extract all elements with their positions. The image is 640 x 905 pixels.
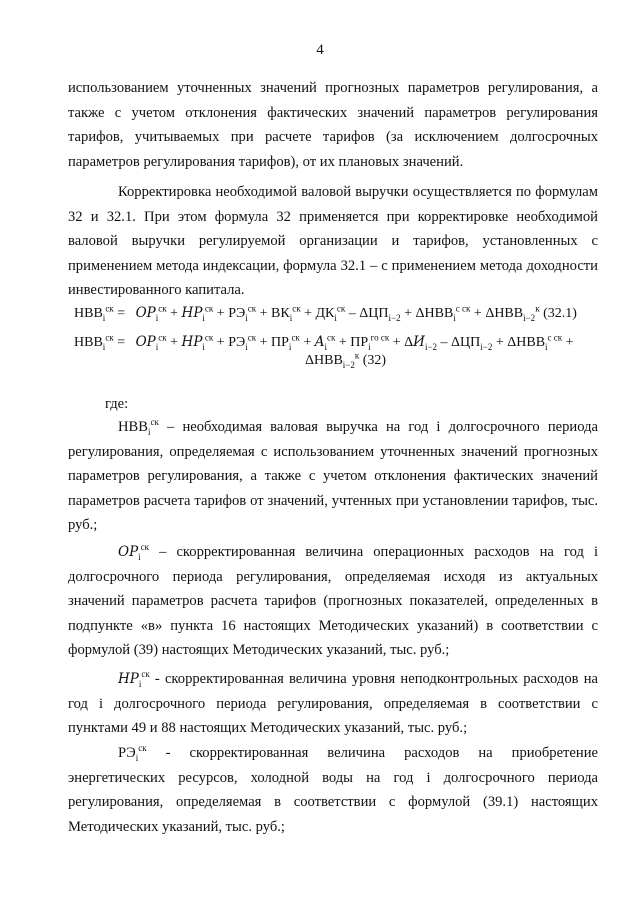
paragraph-continued: использованием уточненных значений прогнозных параметров регулирования, а также с учетом отклонения фактических значений параметров регулирования тарифов, учитываемых при расчете тарифов (за исключением долгосрочных параметров регулирования тарифов), от их плановых значений. [68, 80, 598, 170]
formula-32: $НВВ_i^{ск} = OP_i^{ск} + HP_i^{ск} + РЭ_i^{ск} + ПР_i^{ск} + A_i^{ск} + ПР_i^{го ск} + \Delta И_{i-2} - \Delta ЦП_{i-2} + \Delta НВВ_i^{с ск}$ + [74, 332, 574, 352]
definition-re: $РЭ_i^{ск}$ - скорректированная величина расходов на приобретение энергетических ресурсов, холодной воды на год i долгосрочного периода регулирования, определяемая в соответствии с формулой (39.1) настоящих Методических указаний, тыс. руб.; [68, 743, 598, 835]
definition-hp: $HP_i^{ск}$ - скорректированная величина уровня неподконтрольных расходов на год i долгосрочного периода регулирования, определяемая в соответствии с пунктами 49 и 88 настоящих Методических указаний, тыс. руб.; [68, 669, 598, 737]
formula-32-number: (32) [362, 353, 387, 368]
paragraph-correction: Корректировка необходимой валовой выручки осуществляется по формулам 32 и 32.1. При этом формула 32 применяется при корректировке необходимой валовой выручки регулируемой организации и тарифов, установленных с применением метода индексации, формула 32.1 – с применением метода доходности инвестированного капитала. [68, 184, 598, 299]
formula-32-1: $НВВ_i^{ск} = OP_i^{ск} + HP_i^{ск} + РЭ_i^{ск} + ВК_i^{ск} + ДК_i^{ск} - \Delta ЦП_{i-2} + \Delta НВВ_i^{с ск} + \Delta НВВ_{i-2}^к$ (32.1) [74, 303, 577, 323]
definition-op: $OP_i^{ск}$ – скорректированная величина операционных расходов на год i долгосрочного периода регулирования, определяемая исходя из актуальных значений параметров расчета тарифов (прогнозных показателей, определенных в подпункте «в» пункта 16 настоящих Методических указаний) в соответствии с формулой (39) настоящих Методических указаний, тыс. руб.; [68, 542, 598, 659]
page-number: 4 [316, 42, 324, 58]
formula-32-1-number: (32.1) [543, 306, 577, 321]
definition-nvv: $НВВ_i^{ск}$ – необходимая валовая выручка на год i долгосрочного периода регулирования, определяемая с использованием уточненных значений прогнозных параметров регулирования, а также с учетом отклонения фактических значений параметров расчета тарифов от значений, учтенных при установлении тарифов, тыс. руб.; [68, 417, 599, 534]
where-label: где: [105, 396, 129, 412]
formula-32-continuation: $\Delta НВВ_{i-2}^к$ (32) [305, 350, 387, 370]
